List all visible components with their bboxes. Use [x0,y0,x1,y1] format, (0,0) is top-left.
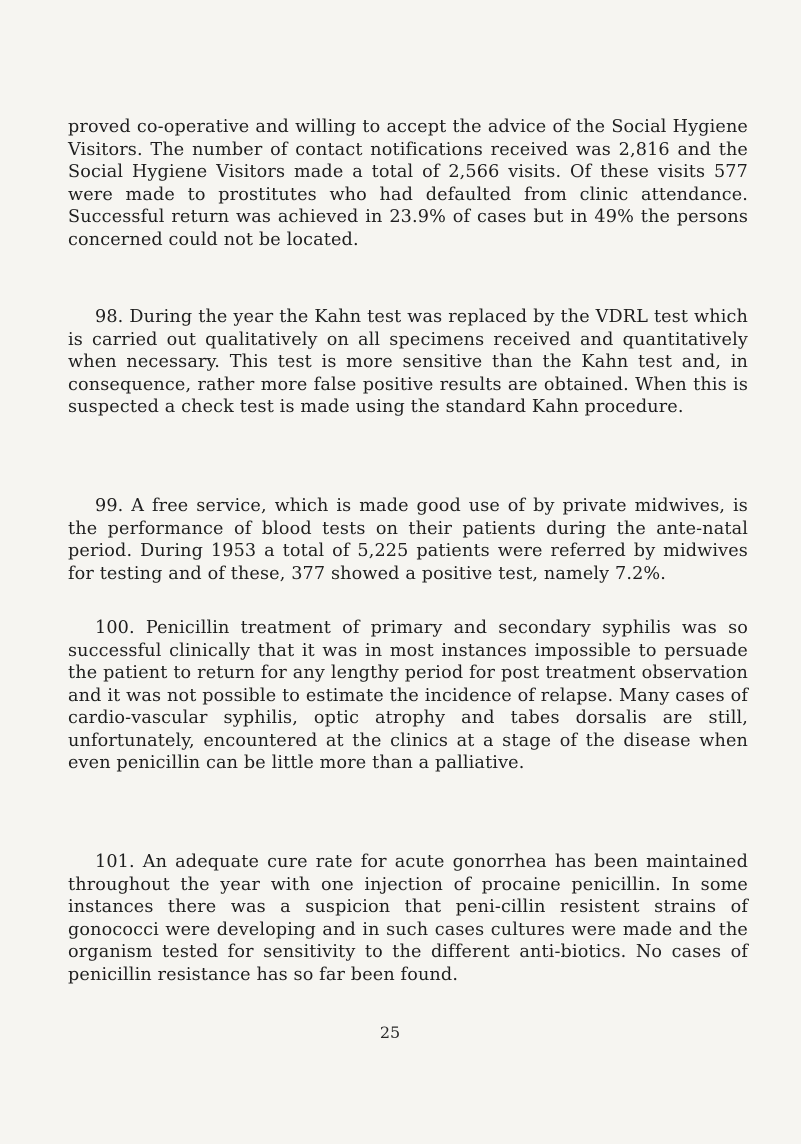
paragraph-100: 100. Penicillin treatment of primary and secondary syphilis was so successful clinically that it was in most instances impossible to persuade the patient to return for any lengthy period for post treatment observation and it was not possible to estimate the incidence of relapse. Many cases of cardio-vascular syphilis, optic atrophy and tabes dorsalis are still, unfortunately, encountered at the clinics at a stage of the disease when even penicillin can be little more than a palliative. [68,618,748,773]
paragraph-98: 98. During the year the Kahn test was replaced by the VDRL test which is carried out qualitatively on all specimens received and quantitatively when necessary. This test is more sensitive than the Kahn test and, in consequence, rather more false positive results are obtained. When this is suspected a check test is made using the standard Kahn procedure. [68,307,748,417]
page-number: 25 [379,1023,401,1042]
paragraph-99: 99. A free service, which is made good use of by private midwives, is the performance of blood tests on their patients during the ante-natal period. During 1953 a total of 5,225 patients were referred by midwives for testing and of these, 377 showed a positive test, namely 7.2%. [68,496,748,584]
paragraph-continuation: proved co-operative and willing to accept the advice of the Social Hygiene Visitors. The number of contact notifications received was 2,816 and the Social Hygiene Visitors made a total of 2,566 visits. Of these visits 577 were made to prostitutes who had defaulted from clinic attendance. Successful return was achieved in 23.9% of cases but in 49% the persons concerned could not be located. [68,117,748,250]
paragraph-101: 101. An adequate cure rate for acute gonorrhea has been maintained throughout the year with one injection of procaine penicillin. In some instances there was a suspicion that peni-cillin resistent strains of gonococci were developing and in such cases cultures were made and the organism tested for sensitivity to the different anti-biotics. No cases of penicillin resistance has so far been found. [68,852,748,985]
